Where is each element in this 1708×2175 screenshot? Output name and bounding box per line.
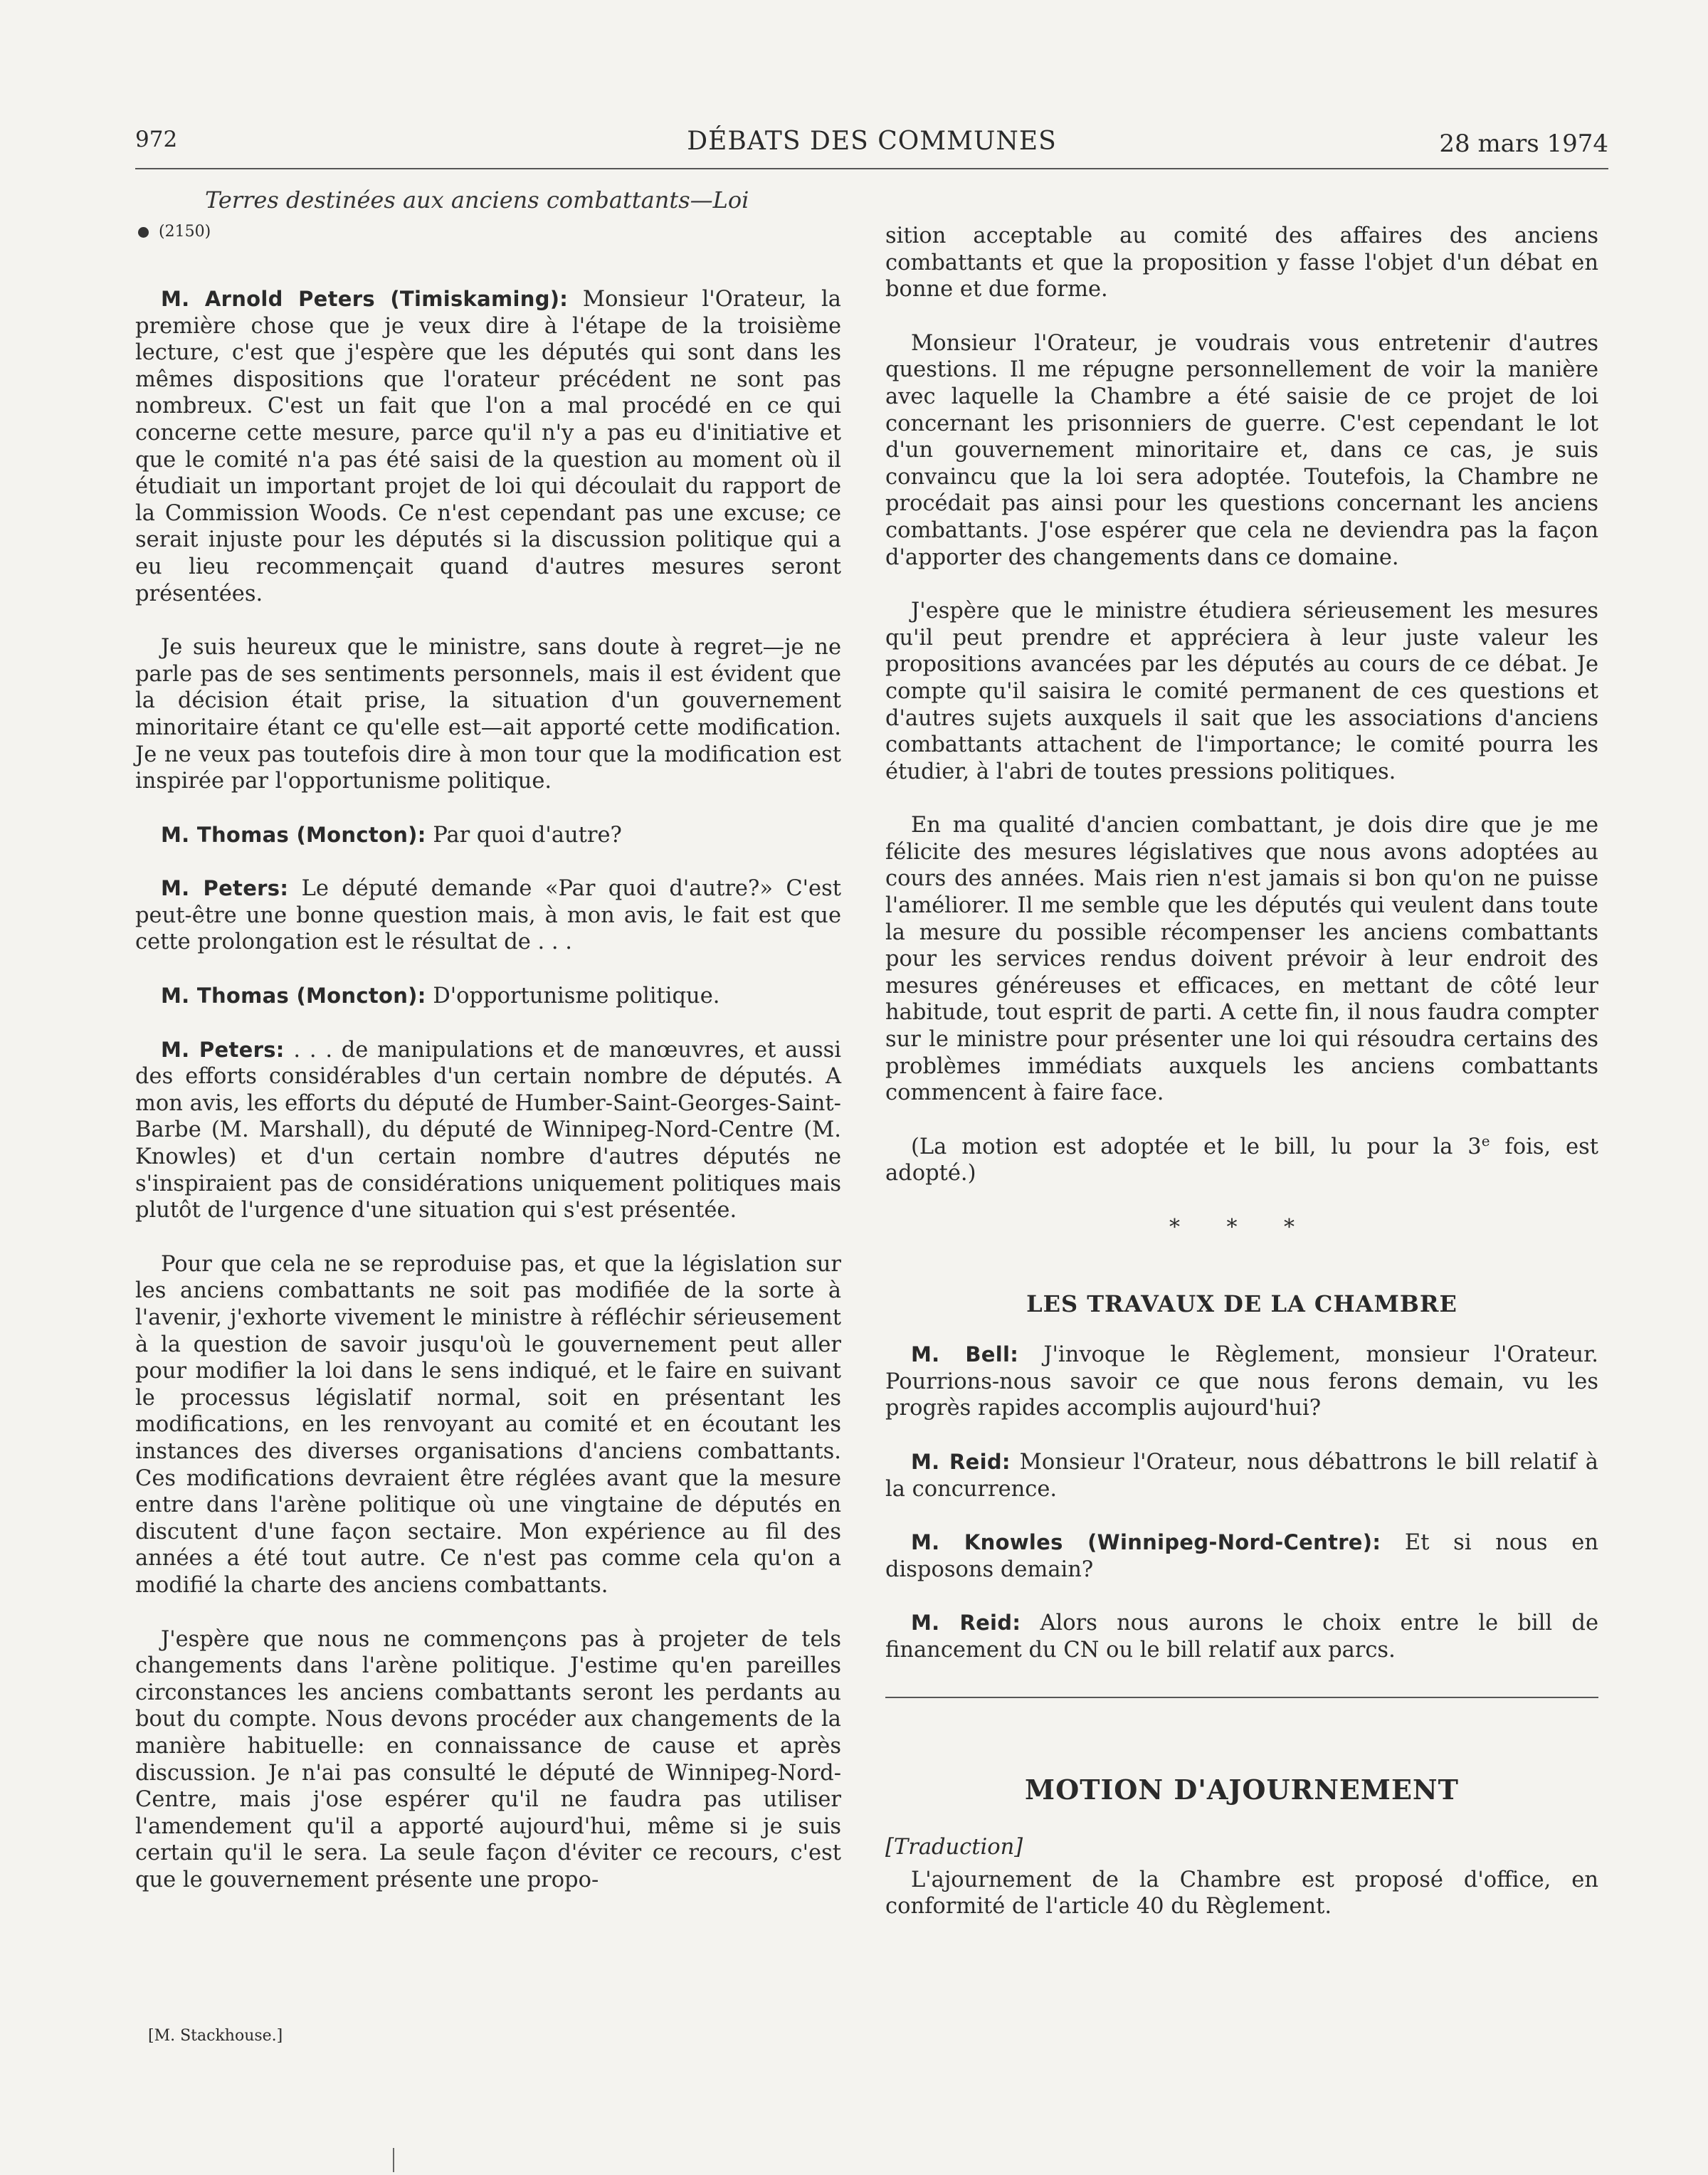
running-subtitle: Terres destinées aux anciens combattants—Loi bbox=[205, 186, 749, 214]
speaker-name: M. Peters: bbox=[161, 876, 289, 901]
section-heading: LES TRAVAUX DE LA CHAMBRE bbox=[1026, 1290, 1457, 1317]
motion-heading: MOTION D'AJOURNEMENT bbox=[1025, 1773, 1459, 1806]
speaker-name: M. Thomas (Moncton): bbox=[161, 822, 426, 847]
speech-text: Monsieur l'Orateur, la première chose que je veux dire à l'étape de la troisième lecture, c'est que j'espère que les députés qui sont dans les mêmes dispositions que l'orateur précédent ne sont pas nombreux. C'est un fait que l'on a mal procédé en ce qui concerne cette mesure, parce qu'il n'y a pas eu d'initiative et que le comité n'a pas été saisi de la question au moment où il étudiait un important projet de loi qui découlait du rapport de la Commission Woods. Ce n'est cependant pas une excuse; ce serait injuste pour les députés si la discussion politique qui a eu lieu recommençait quand d'autres mesures seront présentées. bbox=[135, 287, 841, 606]
translation-note: [Traduction] bbox=[885, 1835, 1023, 1860]
speech-text: Le député demande «Par quoi d'autre?» C'est peut-être une bonne question mais, à mon avis, le fait est que cette prolongation est le résultat de . . . bbox=[135, 876, 841, 955]
paragraph: Monsieur l'Orateur, je voudrais vous entretenir d'autres questions. Il me répugne personnellement de voir la manière avec laquelle la Chambre a été saisie de ce projet de loi concernant les prisonniers de guerre. C'est cependant le lot d'un gouvernement minoritaire et, dans ce cas, je suis convaincu que la loi sera adoptée. Toutefois, la Chambre ne procédait pas ainsi pour les questions concernant les anciens combattants. J'ose espérer que cela ne deviendra pas la façon d'apporter des changements dans ce domaine. bbox=[885, 330, 1598, 570]
speaker-name: M. Peters: bbox=[161, 1037, 285, 1062]
paragraph: Pour que cela ne se reproduise pas, et que la législation sur les anciens combattants ne soit pas modifiée de la sorte à l'avenir, j'exhorte vivement le ministre à réfléchir sérieusement à la question de savoir jusqu'où le gouvernement peut aller pour modifier la loi dans le sens indiqué, et le faire en suivant le processus législatif normal, soit en présentant les modifications, en les renvoyant au comité et en écoutant les instances des diverses organisations d'anciens combattants. Ces modifications devraient être réglées avant que la mesure entre dans l'arène politique où une vingtaine de députés en discutent d'une façon sectaire. Mon expérience au fil des années a été tout autre. Ce n'est pas comme cela qu'on a modifié la charte des anciens combattants. bbox=[135, 1251, 841, 1598]
paragraph bbox=[885, 1134, 1598, 1187]
footnote: [M. Stackhouse.] bbox=[148, 2027, 283, 2045]
section-separator: * * * bbox=[1169, 1215, 1315, 1240]
header-title: DÉBATS DES COMMUNES bbox=[687, 127, 1057, 156]
speech-text: Par quoi d'autre? bbox=[426, 822, 622, 848]
speaker-name: M. Thomas (Moncton): bbox=[161, 984, 426, 1008]
speaker-name: M. Reid: bbox=[911, 1449, 1011, 1474]
paragraph bbox=[135, 1037, 841, 1224]
page-header bbox=[135, 127, 1608, 167]
time-marker bbox=[138, 223, 211, 241]
paragraph bbox=[135, 286, 841, 607]
speaker-name: M. Arnold Peters (Timiskaming): bbox=[161, 287, 569, 311]
header-rule bbox=[135, 168, 1608, 169]
speaker-name: M. Knowles (Winnipeg-Nord-Centre): bbox=[911, 1530, 1381, 1555]
paragraph: J'espère que le ministre étudiera sérieusement les mesures qu'il peut prendre et appréciera à leur juste valeur les propositions avancées par les députés au cours de ce débat. Je compte qu'il saisira le comité permanent de ces questions et d'autres sujets auxquels il sait que les associations d'anciens combattants attachent de l'importance; le comité pourra les étudier, à l'abri de toutes pressions politiques. bbox=[885, 599, 1598, 784]
paragraph bbox=[885, 1449, 1598, 1502]
section-rule bbox=[885, 1697, 1598, 1698]
paragraph bbox=[135, 822, 841, 849]
time-marker-text: (2150) bbox=[159, 223, 211, 241]
paragraph bbox=[135, 875, 841, 956]
page-mark bbox=[393, 2148, 394, 2172]
paragraph: En ma qualité d'ancien combattant, je dois dire que je me félicite des mesures législatives que nous avons adoptées au cours des années. Mais rien n'est jamais si bon qu'on ne puisse l'améliorer. Il me semble que les députés qui veulent dans toute la mesure du possible récompenser les anciens combattants pour les services rendus doivent prévoir à leur endroit des mesures généreuses et efficaces, en mettant de côté leur habitude, tout esprit de parti. A cette fin, il nous faudra compter sur le ministre pour présenter une loi qui résoudra certains des problèmes immédiats auxquels les anciens combattants commencent à faire face. bbox=[885, 813, 1598, 1106]
speech-text: Monsieur l'Orateur, nous débattrons le bill relatif à la concurrence. bbox=[885, 1449, 1598, 1502]
page-number: 972 bbox=[135, 127, 178, 152]
speaker-name: M. Bell: bbox=[911, 1342, 1019, 1367]
paragraph bbox=[885, 1610, 1598, 1663]
paragraph bbox=[885, 1529, 1598, 1583]
speech-text: D'opportunisme politique. bbox=[426, 984, 720, 1009]
speech-text: Alors nous aurons le choix entre le bill de financement du CN ou le bill relatif aux parcs. bbox=[885, 1611, 1599, 1663]
motion-text: fois, est adopté.) bbox=[885, 1134, 1598, 1186]
paragraph: sition acceptable au comité des affaires des anciens combattants et que la proposition y fasse l'objet d'un débat en bonne et due forme. bbox=[885, 223, 1598, 302]
speech-text: Et si nous en disposons demain? bbox=[885, 1530, 1598, 1582]
right-column bbox=[885, 223, 1598, 1947]
speech-text: . . . de manipulations et de manœuvres, et aussi des efforts considérables d'un certain nombre de députés. A mon avis, les efforts du député de Humber-Saint-Georges-Saint-Barbe (M. Marshall), du député de Winnipeg-Nord-Centre (M. Knowles) et d'un certain nombre d'autres députés ne s'inspiraient pas de considérations uniquement politiques mais plutôt de l'urgence d'une situation qui s'est présentée. bbox=[135, 1037, 841, 1223]
motion-text: (La motion est adoptée et le bill, lu pour la 3 bbox=[911, 1134, 1482, 1159]
left-column bbox=[135, 286, 841, 1920]
paragraph bbox=[135, 983, 841, 1010]
ordinal-superscript: e bbox=[1481, 1132, 1490, 1149]
paragraph: J'espère que nous ne commençons pas à projeter de tels changements dans l'arène politique. J'estime qu'en pareilles circonstances les anciens combattants seront les perdants au bout du compte. Nous devons procéder aux changements de la manière habituelle: en connaissance de cause et après discussion. Je n'ai pas consulté le député de Winnipeg-Nord-Centre, mais j'ose espérer qu'il ne faudra pas utiliser l'amendement qu'il a apporté aujourd'hui, même si je suis certain qu'il le sera. La seule façon d'éviter ce recours, c'est que le gouvernement présente une propo- bbox=[135, 1626, 841, 1892]
speaker-name: M. Reid: bbox=[911, 1611, 1021, 1636]
paragraph: Je suis heureux que le ministre, sans doute à regret—je ne parle pas de ses sentiments personnels, mais il est évident que la décision était prise, la situation d'un gouvernement minoritaire étant ce qu'elle est—ait apporté cette modification. Je ne veux pas toutefois dire à mon tour que la modification est inspirée par l'opportunisme politique. bbox=[135, 635, 841, 794]
bullet-icon bbox=[138, 227, 149, 238]
header-date: 28 mars 1974 bbox=[1439, 130, 1608, 158]
paragraph bbox=[885, 1342, 1598, 1422]
speech-text: J'invoque le Règlement, monsieur l'Orateur. Pourrions-nous savoir ce que nous ferons demain, vu les progrès rapides accomplis aujourd'hui? bbox=[885, 1342, 1598, 1421]
paragraph: L'ajournement de la Chambre est proposé d'office, en conformité de l'article 40 du Règlement. bbox=[885, 1867, 1598, 1919]
